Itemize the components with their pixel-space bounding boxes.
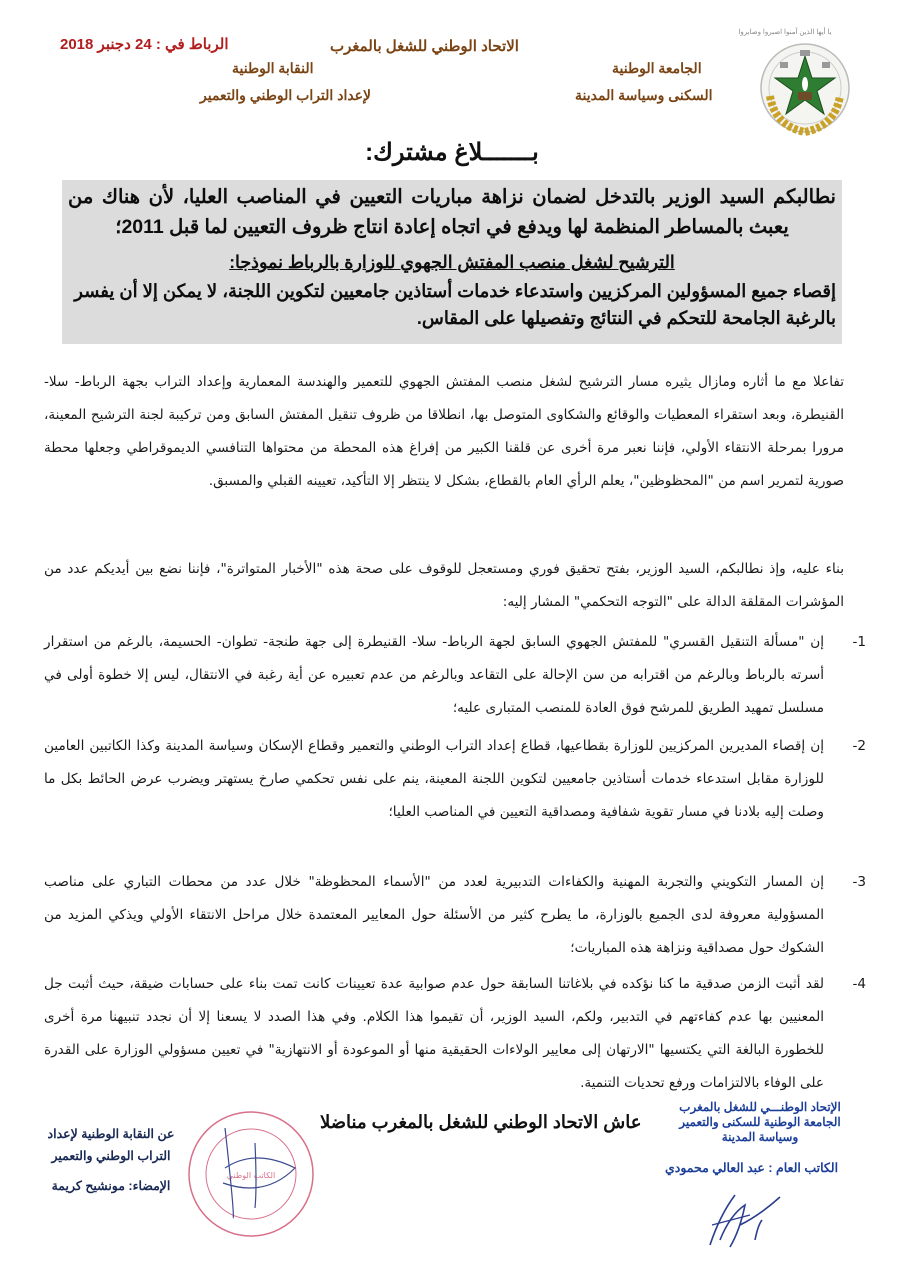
svg-text:الكاتب الوطني: الكاتب الوطني xyxy=(226,1171,276,1180)
federation-stamp-text xyxy=(660,1100,860,1145)
list-item-number: -4 xyxy=(852,976,866,992)
secretary-general: الكاتب العام : عبد العالي محمودي xyxy=(665,1161,839,1175)
highlight-box xyxy=(62,180,842,344)
paragraph-request: بناء عليه، وإذ نطالبكم، السيد الوزير، بفتح تحقيق فوري ومستعجل للوقوف على صحة هذه "الأخبار المتواترة"، فإننا نضع بين أيديكم عدد من المؤشرات المقلقة الدالة على "التوجه التحكمي" المشار إليه: xyxy=(44,561,844,610)
list-item-number: -2 xyxy=(852,738,866,754)
list-item-text: إن "مسألة التنقيل القسري" للمفتش الجهوي السابق لجهة الرباط- سلا- القنيطرة إلى جهة طنجة- تطوان- الحسيمة، بالرغم من استقرار أسرته بالرباط وبالرغم من اقترابه من سن الإحالة على التقاعد وبالرغم من عدم تعبيره عن أية رغبة في الانتقال، ليس إلا خطوة أولى في مسلسل تمهيد الطريق للمرشح فوق العادة للمنصب المتبارى عليه؛ xyxy=(44,634,824,716)
syndicate-signer: الإمضاء: مونشيح كريمة xyxy=(51,1179,171,1193)
stamp-org-line3: وسياسة المدينة xyxy=(721,1130,799,1144)
list-item xyxy=(44,730,866,866)
list-item-text: لقد أثبت الزمن صدقية ما كنا نؤكده في بلاغاتنا السابقة حول عدم صوابية عدة تعيينات كانت تمت بناء على حسابات ضيقة، حيث أثبت جل المعنيين بها عدم كفاءتهم في التدبير، ولكم، السيد الوزير، أن تقيموا هذا الكلام. وفي هذا الصدد لا يسعنا إلا أن نجدد تنبيهنا مرة أخرى للخطورة البالغة التي يكتسيها "الارتهان إلى معايير الولاءات الحقيقية منها أو الموعودة أو الانتهازية" في تعيين مسؤولي الوزارة على القدرة على الوفاء بالالتزامات ورفع تحديات التنمية. xyxy=(44,976,824,1091)
document-date: الرباط في : 24 دجنبر 2018 xyxy=(60,36,229,53)
list-item xyxy=(44,626,866,730)
list-item-number: -1 xyxy=(852,634,866,650)
syndicate-org-line1: عن النقابة الوطنية لإعداد xyxy=(47,1127,175,1141)
union-logo-icon xyxy=(730,26,880,136)
stamp-org-line2: الجامعة الوطنية للسكنى والتعمير xyxy=(679,1115,841,1129)
syndicate-name-line2: لإعداد التراب الوطني والتعمير xyxy=(200,87,372,103)
paragraph-intro: تفاعلا مع ما أثاره ومازال يثيره مسار الترشيح لشغل منصب المفتش الجهوي للتعمير والهندسة المعمارية وإعداد التراب بجهة الرباط- سلا- القنيطرة، وبعد استقراء المعطيات والوقائع والشكاوى المتوصل بها، انطلاقا من ظروف تنقيل المفتش السابق ومن تركيبة لجنة الترشيح المعينة، مرورا بمرحلة الانتقاء الأولي، فإننا نعبر مرة أخرى عن قلقنا الكبير من إفراغ هذه المحطة من محتواها التنافسي الديموقراطي وجعلها محطة صورية لتمرير اسم من "المحظوظين"، يعلم الرأي العام بالقطاع، بشكل لا ينتظر إلا التأكيد، تعيينه القبلي والمسبق. xyxy=(44,374,844,489)
syndicate-name-line1: النقابة الوطنية xyxy=(232,60,314,76)
syndicate-signature-block xyxy=(36,1123,186,1197)
list-item-text: إن إقصاء المديرين المركزيين للوزارة بقطاعيها، قطاع إعداد التراب الوطني والتعمير وقطاع الإسكان وسياسة المدينة وكذا الكاتبين العامين للوزارة مقابل استدعاء خدمات أستاذين جامعيين لتكوين اللجنة المعينة، ينم على نفس تحكمي صارخ يستهتر ويضرب عرض الحائط بكل ما وصلت إليه بلادنا في مسار تقوية شفافية ومصداقية التعيين في المناصب العليا؛ xyxy=(44,738,824,820)
stamp-org-line1: الإتحاد الوطنـــي للشغل بالمغرب xyxy=(679,1100,841,1114)
list-item xyxy=(44,866,866,968)
syndicate-org-line2: التراب الوطني والتعمير xyxy=(51,1149,171,1163)
signature-icon xyxy=(700,1185,790,1255)
list-item xyxy=(44,968,866,1100)
main-demand: نطالبكم السيد الوزير بالتدخل لضمان نزاهة مباريات التعيين في المناصب العليا، لأن هناك من يعبث بالمساطر المنظمة لها ويدفع في اتجاه إعادة انتاج ظروف التعيين لما قبل 2011؛ xyxy=(68,186,836,238)
case-subtitle: الترشيح لشغل منصب المفتش الجهوي للوزارة بالرباط نموذجا: xyxy=(229,252,675,272)
document-title: بـــــــلاغ مشترك: xyxy=(365,139,539,166)
list-item-text: إن المسار التكويني والتجربة المهنية والكفاءات التدبيرية لعدد من "الأسماء المحظوظة" خلال عدد من محطات التباري على مناصب المسؤولية معروفة لدى الجميع بالوزارة، ما يطرح كثير من الأسئلة حول المعايير المعتمدة خلال مراحل الانتقاء الأولي ويذكي المزيد من الشكوك حول مصداقية ونزاهة هذه المباريات؛ xyxy=(44,874,824,956)
stamp-icon xyxy=(185,1108,317,1240)
federation-name-line1: الجامعة الوطنية xyxy=(612,60,702,76)
committee-note: إقصاء جميع المسؤولين المركزيين واستدعاء خدمات أستاذين جامعيين لتكوين اللجنة، لا يمكن إلا أن يفسر بالرغبة الجامحة للتحكم في النتائج وتفصيلها على المقاس. xyxy=(74,281,836,328)
closing-slogan: عاش الاتحاد الوطني للشغل بالمغرب مناضلا xyxy=(320,1112,642,1132)
union-name: الاتحاد الوطني للشغل بالمغرب xyxy=(330,38,519,55)
indicators-list xyxy=(44,626,866,1100)
federation-name-line2: السكنى وسياسة المدينة xyxy=(575,87,713,103)
list-item-number: -3 xyxy=(852,874,866,890)
logo-caption: يا أيها الذين آمنوا اصبروا وصابروا xyxy=(738,29,832,36)
